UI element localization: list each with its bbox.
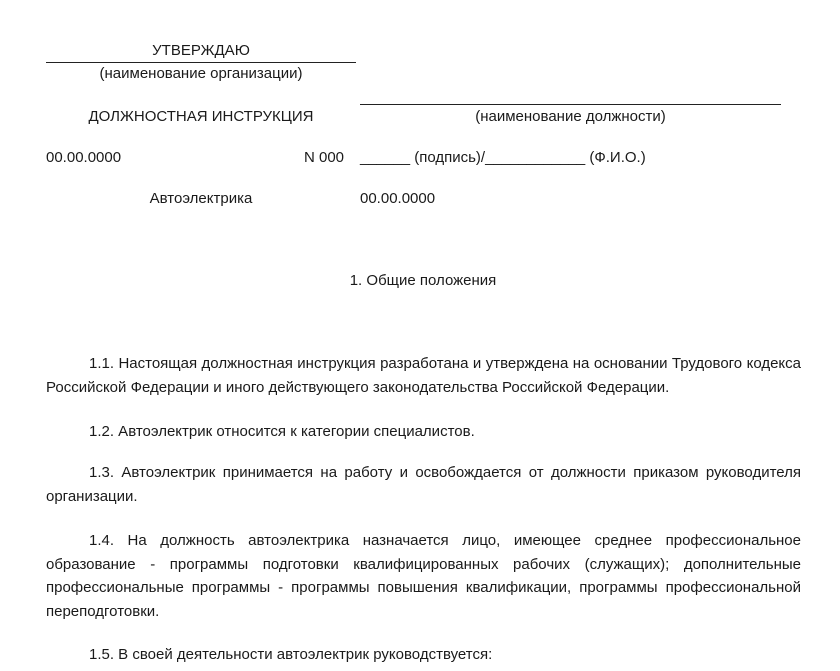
section-title: 1. Общие положения [349,272,497,289]
approve-label: УТВЕРЖДАЮ [152,42,250,59]
date-left: 00.00.0000 [46,149,122,166]
position-caption: (наименование должности) [475,108,666,125]
position-name-line [360,104,781,105]
paragraph-1-5: 1.5. В своей деятельности автоэлектрик руководствуется: [89,646,493,663]
signature-line: ______ (подпись)/____________ (Ф.И.О.) [360,149,646,166]
job-title: Автоэлектрика [149,190,253,207]
document-number: N 000 [304,149,345,166]
org-caption: (наименование организации) [99,65,303,82]
org-name-line [46,62,356,63]
doc-type-title: ДОЛЖНОСТНАЯ ИНСТРУКЦИЯ [88,108,314,125]
paragraph-1-2: 1.2. Автоэлектрик относится к категории специалистов. [89,423,475,440]
paragraph-1-4: 1.4. На должность автоэлектрика назначается лицо, имеющее среднее профессиональное образование - программы подготовки квалифицированных рабочих (служащих); дополнительные профессиональные программы - программы повышения квалификации, программы профессиональной переподготовки. [46,532,801,620]
paragraph-1-3: 1.3. Автоэлектрик принимается на работу и освобождается от должности приказом руководителя организации. [46,464,801,505]
date-right: 00.00.0000 [360,190,436,207]
paragraph-1-1: 1.1. Настоящая должностная инструкция разработана и утверждена на основании Трудового кодекса Российской Федерации и иного действующего законодательства Российской Федерации. [46,355,801,396]
